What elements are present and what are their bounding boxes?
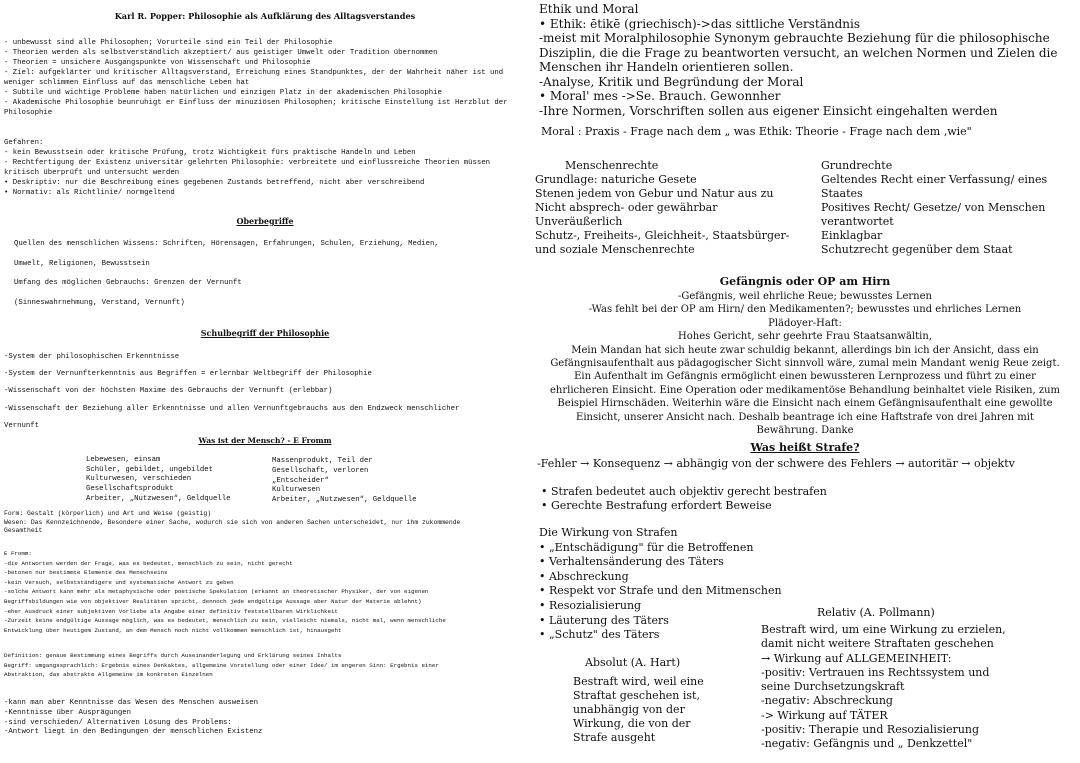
mensch-item: Arbeiter, „Nutzwesen“, Geldquelle <box>272 496 417 505</box>
ethik-line: -meist mit Moralphilosophie Synonym gebrauchte Beziehung für die philosophische <box>539 31 1050 45</box>
mensch-col-2 <box>272 457 472 506</box>
mensch-item: Lebewesen, einsam <box>86 456 161 464</box>
ethik-line: Disziplin, die die Frage zu beantworten versucht, an welchen Normen und Zielen die <box>539 45 1058 60</box>
schulbegriff-line: -Wissenschaft der Beziehung aller Erkenntnisse und allen Vernunftgebrauchs aus den Endzweck menschlicher <box>4 404 460 413</box>
gefahren-section <box>4 138 528 198</box>
fromm-line: -eher Ausdruck einer subjektiven Vorliebe als Angabe einer definitiv feststellbaren Wirklichkeit <box>4 607 338 615</box>
relativ-line: -> Wirkung auf TÄTER <box>761 708 888 722</box>
intro-line: - Theorien werden als selbstverständlich akzeptiert/ aus geistiger Umwelt oder Tradition übernommen <box>4 49 438 57</box>
wirkung-item: • Resozialisierung <box>539 598 642 612</box>
gefahren-line: • Deskriptiv: nur die Beschreibung eines gegebenen Zustands betreffend, nicht aber verschreibend <box>4 179 425 187</box>
fromm-line: Entwicklung über heutigem Zustand, an dem Mensch noch nicht vollkommen menschlich ist, hinausgeht <box>4 626 342 634</box>
grundrechte-line: Schutzrecht gegenüber dem Staat <box>821 243 1013 256</box>
gefaengnis-line: ehrlicheren Einsicht. Eine Operation oder medikamentöse Behandlung beinhaltet viele Risiken, zum <box>549 384 1061 396</box>
gefaengnis-line: -Was fehlt bei der OP am Hirn/ den Medikamenten?; bewusstes und ehrliches Lernen <box>588 304 1022 316</box>
wirkung-item: • Abschreckung <box>539 569 629 583</box>
gefahren-line: - Rechtfertigung der Existenz universitär gelehrten Philosophie: verbreitete und einflussreiche Theorien müssen kritisch überprüft und untersucht werden <box>4 159 491 177</box>
strafe-heading: Was heißt Strafe? <box>750 441 860 454</box>
fromm-line: -die Antworten werden der Frage, was es bedeutet, menschlich zu sein, nicht gerecht <box>4 559 293 567</box>
grundrechte-section <box>821 159 1077 257</box>
intro-line: - Ziel: aufgeklärter und kritischer Alltagsverstand, Erreichung eines Standpunktes, der der Wahrheit näher ist und weniger schlimmen Einfluss auf das menschliche Leben hat <box>4 69 504 87</box>
gefaengnis-line: Einsicht, unserer Ansicht nach. Deshalb beantrage ich eine Haftstrafe von drei Jahren mit <box>576 411 1034 423</box>
form-wesen <box>4 510 528 536</box>
schulbegriff-heading: Schulbegriff der Philosophie <box>200 328 330 338</box>
grundrechte-line: Staates <box>821 187 863 200</box>
gefaengnis-line: Gefängnisaufenthalt aus pädagogischer Sicht sinnvoll wäre, zumal mein Mandant wenig Reue zeigt. <box>550 358 1060 370</box>
mensch-item: Massenprodukt, Teil der <box>272 457 373 465</box>
relativ-line: → Wirkung auf ALLGEMEINHEIT: <box>761 651 952 665</box>
strafe-chain: -Fehler → Konsequenz → abhängig von der schwere des Fehlers → autoritär → objektv <box>537 457 1015 470</box>
grundrechte-title: Grundrechte <box>821 159 893 172</box>
definition-line: Definition: genaue Bestimmung eines Begriffs durch Auseinanderlegung und Erklärung seines Inhalts <box>4 652 342 659</box>
absolut-line: unabhängig von der <box>573 703 685 716</box>
ethik-line: Menschen ihr Handeln orientieren sollen. <box>539 60 794 74</box>
ethik-line: -Analyse, Kritik und Begründung der Moral <box>539 74 804 89</box>
gefaengnis-line: Plädoyer-Haft: <box>768 317 842 329</box>
form-wesen-line: Form: Gestalt (körperlich) und Art und Weise (geistig) <box>4 510 212 517</box>
menschenrechte-line: Grundlage: naturiche Gesete <box>535 173 697 186</box>
oberbegriffe-heading: Oberbegriffe <box>236 216 294 226</box>
mensch-item: Schüler, gebildet, ungebildet <box>86 465 213 474</box>
menschenrechte-line: Nicht absprech- oder gewährbar <box>535 201 718 214</box>
form-wesen-line: Gesamtheit <box>4 527 43 535</box>
ethik-title: Ethik und Moral <box>539 2 639 16</box>
oberbegriffe-line: Umwelt, Religionen, Bewusstsein <box>14 259 150 268</box>
relativ-section <box>761 623 1077 752</box>
gefaengnis-line: Bewährung. Danke <box>756 425 854 437</box>
wirkung-item: • Läuterung des Täters <box>539 613 669 627</box>
gefahren-line: • Normativ: als Richtlinie/ normgeltend <box>4 189 175 197</box>
definition-line: Begriff: umgangssprachlich: Ergebnis eines Denkaktes, allgemeine Vorstellung oder einer Idee/ im engeren Sinn: Ergebnis einer <box>4 661 439 669</box>
schluss-line: -Kenntnisse über Ausprägungen <box>4 708 131 717</box>
oberbegriffe-line: Quellen des menschlichen Wissens: Schriften, Hörensagen, Erfahrungen, Schulen, Erziehung, Medien, <box>14 240 439 248</box>
schulbegriff-line: -System der philosophischen Erkenntnisse <box>4 353 180 361</box>
menschenrechte-section <box>535 159 810 257</box>
relativ-title: Relativ (A. Pollmann) <box>817 606 935 619</box>
grundrechte-line: Einklagbar <box>821 229 883 242</box>
absolut-title: Absolut (A. Hart) <box>585 656 681 669</box>
absolut-line: Wirkung, die von der <box>573 717 691 730</box>
fromm-line: -betonen nur bestimmte Elemente des Menschseins <box>4 569 168 577</box>
mensch-item: Kulturwesen, verschieden <box>86 475 192 484</box>
grundrechte-line: Positives Recht/ Gesetze/ von Menschen <box>821 201 1046 214</box>
gefaengnis-line: Beispiel Hirnschäden. Weiterhin wäre die Einsicht nach einem Gefängnisaufenthalt eine gewollte <box>557 398 1053 410</box>
schulbegriff-line: Vernunft <box>4 421 40 430</box>
left-column <box>0 0 530 763</box>
schulbegriff-line: -System der Vernunfterkenntnis aus Begriffen = erlernbar Weltbegriff der Philosophie <box>4 370 372 379</box>
schluss-line: -kann man aber Kenntnisse das Wesen des Menschen ausweisen <box>4 699 258 707</box>
definition-line: Abstraktion, das abstrakte Allgemeine im konkreten Einzelnen <box>4 671 213 679</box>
gefaengnis-line: Mein Mandan hat sich heute zwar schuldig bekannt, allerdings bin ich der Ansicht, dass ein <box>571 344 1039 356</box>
oberbegriffe-line: Umfang des möglichen Gebrauchs: Grenzen der Vernunft <box>14 279 242 287</box>
relativ-line: Bestraft wird, um eine Wirkung zu erzielen, <box>761 623 1006 636</box>
form-wesen-line: Wesen: Das Kennzeichnende, Besondere einer Sache, wodurch sie sich von anderen Sachen unterscheidet, nur ihm zukommende <box>4 518 461 526</box>
fromm-line: -Zurzeit keine endgültige Aussage möglich, was es bedeutet, menschlich zu sein, vielleicht niemals, nicht mal, wenn menschliche <box>4 617 446 625</box>
popper-title: Karl R. Popper: Philosophie als Aufklärung des Alltagsverstandes <box>114 11 416 21</box>
moral-ethik-line: Moral : Praxis - Frage nach dem „ was Ethik: Theorie - Frage nach dem ‚wie" <box>541 125 972 138</box>
mensch-heading: Was ist der Mensch? - E Fromm <box>198 436 332 445</box>
wirkung-item: • „Entschädigung" für die Betroffenen <box>539 540 754 554</box>
wirkung-item: • Verhaltensänderung des Täters <box>539 555 724 569</box>
definition-section <box>4 651 528 680</box>
wirkung-item: • Respekt vor Strafe und den Mitmenschen <box>539 584 782 598</box>
schluss-line: -sind verschieden/ Alternativen Lösung des Problems: <box>4 718 232 727</box>
relativ-line: -negativ: Abschreckung <box>761 694 893 708</box>
mensch-item: Gesellschaftsprodukt <box>86 485 174 494</box>
popper-intro <box>4 38 528 118</box>
oberbegriffe-list <box>14 235 528 313</box>
wirkung-item: • „Schutz" des Täters <box>539 628 660 642</box>
menschenrechte-line: Stenen jedem von Gebur und Natur aus zu <box>535 187 774 200</box>
mensch-item: „Entscheider“ <box>272 476 329 485</box>
fromm-section <box>4 549 528 635</box>
intro-line: - Subtile und wichtige Probleme haben natürlichen und einzigen Platz in der akademischen Philosophie <box>4 89 442 97</box>
fromm-line: -solche Antwort kann mehr als metaphysische oder poetische Spekulation (erkannt an theoretischer Physiker, der von eigenen <box>4 588 429 596</box>
strafe-bullets <box>541 485 1075 513</box>
intro-line: - Akademische Philosophie beunruhigt er Einfluss der minuziösen Philosophen; kritische Einstellung ist Herzblut der Philosophie <box>4 99 508 117</box>
gefaengnis-heading: Gefängnis oder OP am Hirn <box>719 275 891 288</box>
gefahren-line: - kein Bewusstsein oder kritische Prüfung, trotz Wichtigkeit fürs praktische Handeln und Leben <box>4 149 416 157</box>
strafe-bullet: • Strafen bedeutet auch objektiv gerecht bestrafen <box>541 485 827 498</box>
ethik-line: -Ihre Normen, Vorschriften sollen aus eigener Einsicht eingehalten werden <box>539 103 998 118</box>
gefaengnis-line: Ein Aufenthalt im Gefängnis ermöglicht einen bewussteren Lernprozess und führt zu einer <box>574 371 1036 383</box>
schluss-line: -Antwort liegt in den Bedingungen der menschlichen Existenz <box>4 728 263 737</box>
relativ-line: -positiv: Therapie und Resozialisierung <box>761 723 980 737</box>
fromm-label: E Fromm: <box>4 550 32 557</box>
menschenrechte-title: Menschenrechte <box>565 159 659 172</box>
grundrechte-line: Geltendes Recht einer Verfassung/ eines <box>821 173 1048 186</box>
gefaengnis-section <box>535 290 1075 437</box>
relativ-line: -positiv: Vertrauen ins Rechtssystem und <box>761 665 990 679</box>
relativ-line: damit nicht weitere Straftaten geschehen <box>761 637 994 651</box>
absolut-section <box>573 675 753 745</box>
gefaengnis-line: Hohes Gericht, sehr geehrte Frau Staatsanwältin, <box>678 331 932 343</box>
menschenrechte-line: und soziale Menschenrechte <box>535 243 695 256</box>
schulbegriff-list <box>4 349 528 435</box>
mensch-item: Gesellschaft, verloren <box>272 466 369 475</box>
schluss-section <box>4 699 528 738</box>
fromm-line: Begriffsbildungen wie von objektiver Realitäten spricht, dennoch jede endgültige Aussage aber Natur der Materie ablehnt) <box>4 597 422 605</box>
mensch-col-1 <box>86 456 266 505</box>
fromm-line: -kein Versuch, selbstständigere und systematische Antwort zu geben <box>4 578 234 586</box>
ethik-line: • Ethik: ētikē (griechisch)->das sittliche Verständnis <box>539 16 861 31</box>
absolut-line: Strafe ausgeht <box>573 731 656 744</box>
menschenrechte-line: Unveräußerlich <box>535 215 623 228</box>
relativ-line: -negativ: Gefängnis und „ Denkzettel" <box>761 737 973 751</box>
gefaengnis-line: -Gefängnis, weil ehrliche Reue; bewusstes Lernen <box>678 291 932 302</box>
schulbegriff-line: -Wissenschaft von der höchsten Maxime des Gebrauchs der Vernunft (erlebbar) <box>4 387 333 396</box>
wirkung-title: Die Wirkung von Strafen <box>539 526 678 539</box>
oberbegriffe-line: (Sinneswahrnehmung, Verstand, Vernunft) <box>14 298 185 307</box>
ethik-section <box>539 2 1075 118</box>
mensch-item: Arbeiter, „Nutzwesen“, Geldquelle <box>86 494 231 503</box>
relativ-line: seine Durchsetzungskraft <box>761 680 905 694</box>
absolut-line: Straftat geschehen ist, <box>573 689 700 702</box>
absolut-line: Bestraft wird, weil eine <box>573 675 704 688</box>
strafe-bullet: • Gerechte Bestrafung erfordert Beweise <box>541 499 772 512</box>
mensch-item: Kulturwesen <box>272 486 321 495</box>
ethik-line: • Moral' mes ->Se. Brauch. Gewonnher <box>539 89 781 103</box>
intro-line: - Theorien = unsichere Ausgangspunkte von Wissenschaft und Philosophie <box>4 59 311 67</box>
grundrechte-line: verantwortet <box>821 215 894 228</box>
menschenrechte-line: Schutz-, Freiheits-, Gleichheit-, Staatsbürger- <box>535 229 790 242</box>
gefahren-label: Gefahren: <box>4 139 44 147</box>
right-column <box>535 0 1080 763</box>
intro-line: - unbewusst sind alle Philosophen; Vorurteile sind ein Teil der Philosophie <box>4 39 333 47</box>
